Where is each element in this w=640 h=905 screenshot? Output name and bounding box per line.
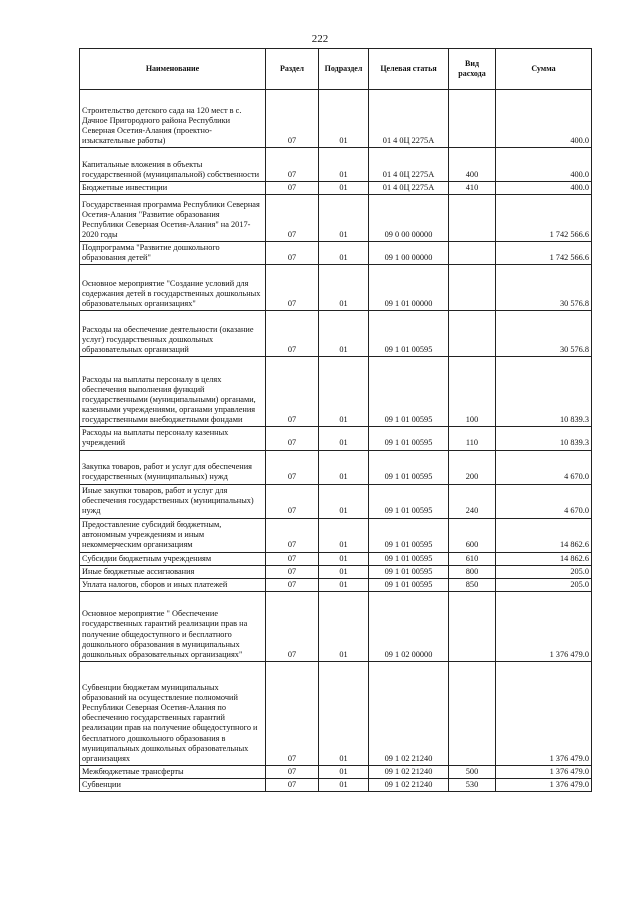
cell-razdel: 07	[266, 778, 319, 791]
table-row	[80, 552, 592, 565]
cell-razdel: 07	[266, 518, 319, 552]
cell-vid: 500	[449, 765, 496, 778]
table-row	[80, 182, 592, 195]
cell-podrazdel: 01	[319, 565, 369, 578]
budget-table	[79, 48, 592, 792]
cell-podrazdel: 01	[319, 778, 369, 791]
cell-razdel: 07	[266, 484, 319, 518]
header-summa: Сумма	[496, 49, 592, 90]
cell-celevaya: 09 1 02 21240	[369, 661, 449, 765]
cell-celevaya: 09 1 01 00595	[369, 552, 449, 565]
cell-celevaya: 09 1 01 00000	[369, 265, 449, 311]
cell-name: Субсидии бюджетным учреждениям	[80, 552, 266, 565]
header-razdel: Раздел	[266, 49, 319, 90]
table-row	[80, 357, 592, 427]
cell-celevaya: 09 1 02 21240	[369, 765, 449, 778]
table-row	[80, 765, 592, 778]
cell-celevaya: 09 1 00 00000	[369, 242, 449, 265]
cell-podrazdel: 01	[319, 427, 369, 450]
cell-summa: 1 742 566.6	[496, 242, 592, 265]
cell-summa: 400.0	[496, 148, 592, 182]
cell-podrazdel: 01	[319, 357, 369, 427]
cell-razdel: 07	[266, 311, 319, 357]
table-row	[80, 518, 592, 552]
cell-razdel: 07	[266, 182, 319, 195]
cell-summa: 4 670.0	[496, 484, 592, 518]
cell-podrazdel: 01	[319, 242, 369, 265]
cell-celevaya: 01 4 0Ц 2275А	[369, 148, 449, 182]
cell-vid	[449, 90, 496, 148]
cell-name: Государственная программа Республики Северная Осетия-Алания "Развитие образования Республики Северная Осетия-Алания" на 2017-2020 годы	[80, 195, 266, 242]
cell-summa: 400.0	[496, 90, 592, 148]
cell-name: Закупка товаров, работ и услуг для обеспечения государственных (муниципальных) нужд	[80, 450, 266, 484]
cell-summa: 10 839.3	[496, 427, 592, 450]
cell-podrazdel: 01	[319, 518, 369, 552]
cell-celevaya: 09 1 01 00595	[369, 357, 449, 427]
cell-celevaya: 09 1 01 00595	[369, 427, 449, 450]
cell-razdel: 07	[266, 265, 319, 311]
cell-vid	[449, 242, 496, 265]
cell-celevaya: 09 1 01 00595	[369, 450, 449, 484]
cell-celevaya: 09 1 01 00595	[369, 484, 449, 518]
cell-podrazdel: 01	[319, 578, 369, 591]
cell-summa: 205.0	[496, 578, 592, 591]
cell-name: Расходы на обеспечение деятельности (оказание услуг) государственных дошкольных образовательных организаций	[80, 311, 266, 357]
cell-name: Уплата налогов, сборов и иных платежей	[80, 578, 266, 591]
table-row	[80, 265, 592, 311]
table-row	[80, 90, 592, 148]
cell-name: Бюджетные инвестиции	[80, 182, 266, 195]
cell-name: Строительство детского сада на 120 мест в с. Дачное Пригородного района Республики Северная Осетия-Алания (проектно-изыскательные работы)	[80, 90, 266, 148]
cell-summa: 30 576.8	[496, 311, 592, 357]
cell-summa: 400.0	[496, 182, 592, 195]
cell-razdel: 07	[266, 565, 319, 578]
cell-podrazdel: 01	[319, 765, 369, 778]
cell-name: Расходы на выплаты персоналу казенных учреждений	[80, 427, 266, 450]
cell-summa: 1 376 479.0	[496, 765, 592, 778]
table-row	[80, 148, 592, 182]
table-row	[80, 778, 592, 791]
cell-vid: 200	[449, 450, 496, 484]
table-row	[80, 450, 592, 484]
cell-razdel: 07	[266, 765, 319, 778]
cell-summa: 30 576.8	[496, 265, 592, 311]
cell-vid	[449, 661, 496, 765]
cell-vid: 850	[449, 578, 496, 591]
cell-celevaya: 09 1 01 00595	[369, 578, 449, 591]
cell-name: Основное мероприятие "Создание условий для содержания детей в государственных дошкольных образовательных организациях"	[80, 265, 266, 311]
cell-name: Субвенции бюджетам муниципальных образований на осуществление полномочий Республики Северная Осетия-Алания по обеспечению государственных гарантий реализации прав на получение общедоступного и бесплатного дошкольного образования в муниципальных дошкольных образовательных организациях	[80, 661, 266, 765]
cell-podrazdel: 01	[319, 311, 369, 357]
cell-razdel: 07	[266, 661, 319, 765]
cell-summa: 10 839.3	[496, 357, 592, 427]
cell-razdel: 07	[266, 242, 319, 265]
cell-vid: 610	[449, 552, 496, 565]
cell-podrazdel: 01	[319, 484, 369, 518]
cell-razdel: 07	[266, 195, 319, 242]
cell-razdel: 07	[266, 427, 319, 450]
table-header-row	[80, 49, 592, 90]
cell-summa: 14 862.6	[496, 518, 592, 552]
cell-vid	[449, 311, 496, 357]
cell-vid: 400	[449, 148, 496, 182]
table-row	[80, 565, 592, 578]
table-row	[80, 591, 592, 661]
cell-podrazdel: 01	[319, 182, 369, 195]
cell-razdel: 07	[266, 591, 319, 661]
table-row	[80, 311, 592, 357]
cell-celevaya: 09 0 00 00000	[369, 195, 449, 242]
cell-razdel: 07	[266, 90, 319, 148]
cell-vid: 410	[449, 182, 496, 195]
table-row	[80, 242, 592, 265]
cell-podrazdel: 01	[319, 552, 369, 565]
header-podrazdel: Подраздел	[319, 49, 369, 90]
table-row	[80, 195, 592, 242]
cell-razdel: 07	[266, 148, 319, 182]
cell-vid: 530	[449, 778, 496, 791]
header-vid-rashoda: Вид расхода	[449, 49, 496, 90]
cell-podrazdel: 01	[319, 265, 369, 311]
cell-vid: 600	[449, 518, 496, 552]
cell-podrazdel: 01	[319, 148, 369, 182]
cell-razdel: 07	[266, 552, 319, 565]
cell-celevaya: 01 4 0Ц 2275А	[369, 90, 449, 148]
cell-name: Межбюджетные трансферты	[80, 765, 266, 778]
cell-vid: 110	[449, 427, 496, 450]
cell-name: Иные бюджетные ассигнования	[80, 565, 266, 578]
cell-razdel: 07	[266, 578, 319, 591]
cell-celevaya: 09 1 02 21240	[369, 778, 449, 791]
cell-summa: 4 670.0	[496, 450, 592, 484]
cell-vid	[449, 195, 496, 242]
cell-podrazdel: 01	[319, 591, 369, 661]
cell-summa: 205.0	[496, 565, 592, 578]
cell-summa: 1 376 479.0	[496, 591, 592, 661]
cell-vid: 240	[449, 484, 496, 518]
cell-podrazdel: 01	[319, 90, 369, 148]
cell-vid: 100	[449, 357, 496, 427]
cell-celevaya: 09 1 01 00595	[369, 311, 449, 357]
cell-summa: 1 376 479.0	[496, 661, 592, 765]
table-row	[80, 484, 592, 518]
cell-podrazdel: 01	[319, 661, 369, 765]
cell-name: Предоставление субсидий бюджетным, автономным учреждениям и иным некоммерческим организациям	[80, 518, 266, 552]
cell-podrazdel: 01	[319, 195, 369, 242]
header-name: Наименование	[80, 49, 266, 90]
cell-summa: 1 376 479.0	[496, 778, 592, 791]
header-celevaya-statya: Целевая статья	[369, 49, 449, 90]
cell-celevaya: 09 1 02 00000	[369, 591, 449, 661]
cell-name: Субвенции	[80, 778, 266, 791]
cell-name: Иные закупки товаров, работ и услуг для обеспечения государственных (муниципальных) нужд	[80, 484, 266, 518]
cell-razdel: 07	[266, 357, 319, 427]
table-row	[80, 661, 592, 765]
cell-vid	[449, 265, 496, 311]
cell-celevaya: 09 1 01 00595	[369, 565, 449, 578]
cell-vid	[449, 591, 496, 661]
cell-name: Подпрограмма "Развитие дошкольного образования детей"	[80, 242, 266, 265]
cell-celevaya: 09 1 01 00595	[369, 518, 449, 552]
cell-summa: 1 742 566.6	[496, 195, 592, 242]
table-row	[80, 578, 592, 591]
cell-vid: 800	[449, 565, 496, 578]
cell-celevaya: 01 4 0Ц 2275А	[369, 182, 449, 195]
page-number: 222	[311, 33, 329, 45]
cell-razdel: 07	[266, 450, 319, 484]
cell-name: Расходы на выплаты персоналу в целях обеспечения выполнения функций государственными (муниципальными) органами, казенными учреждениями, органами управления государственными внебюджетными фондами	[80, 357, 266, 427]
cell-name: Капитальные вложения в объекты государственной (муниципальной) собственности	[80, 148, 266, 182]
table-row	[80, 427, 592, 450]
cell-name: Основное мероприятие " Обеспечение государственных гарантий реализации прав на получение общедоступного и бесплатного дошкольного образования в муниципальных дошкольных образовательных организациях"	[80, 591, 266, 661]
cell-podrazdel: 01	[319, 450, 369, 484]
cell-summa: 14 862.6	[496, 552, 592, 565]
